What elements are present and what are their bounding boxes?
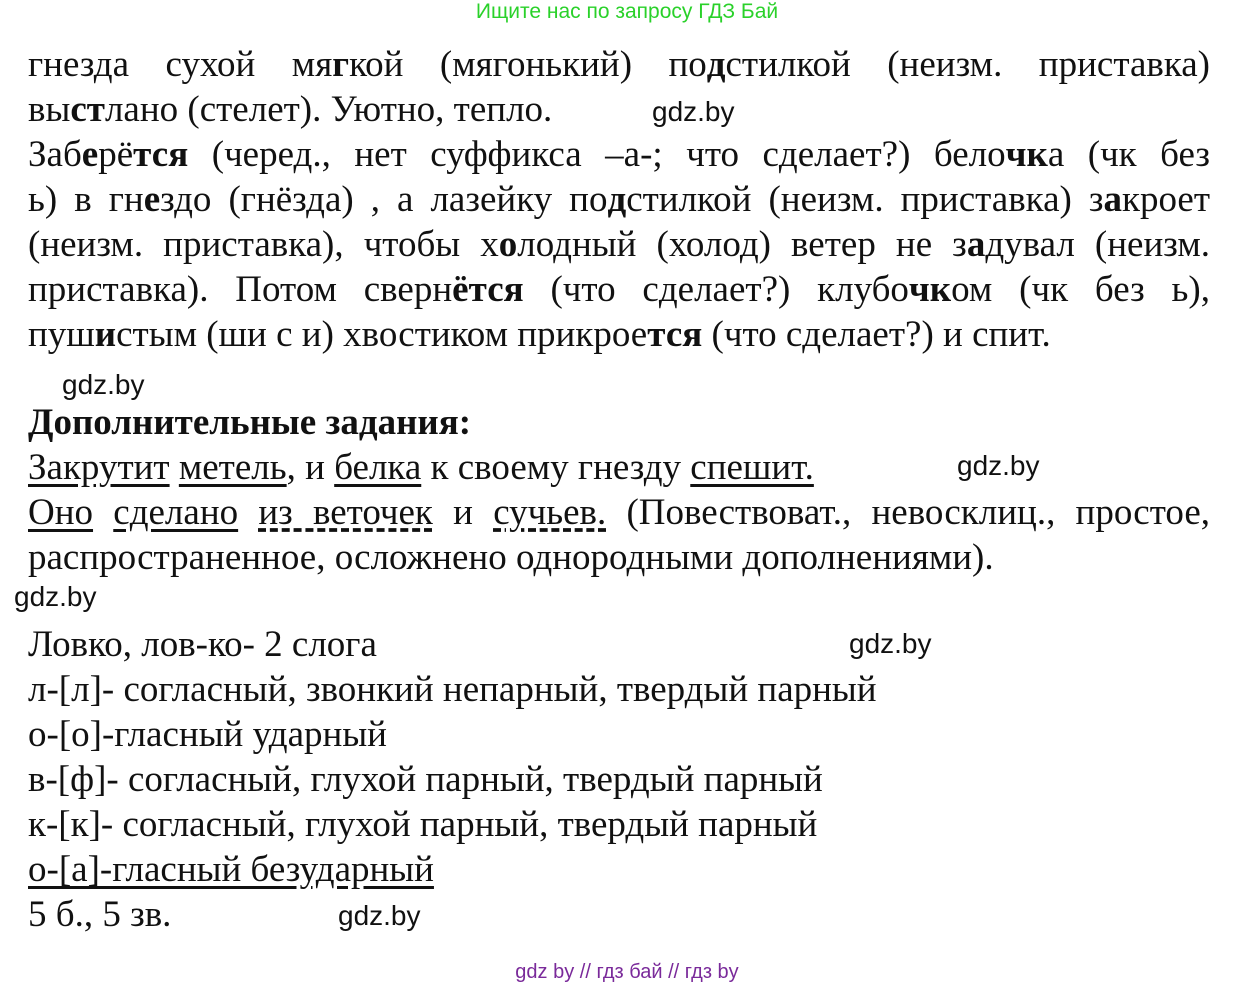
text-line: Заберётся (черед., нет суффикса –а-; что сделает?) белочка (чк без — [28, 134, 1210, 175]
watermark: gdz.by — [338, 900, 421, 931]
analysis-summary: 5 б., 5 зв. — [28, 894, 172, 935]
analysis-title: Ловко, лов-ко- 2 слога — [28, 624, 377, 665]
text-line: приставка). Потом свернётся (что сделает?) клубочком (чк без ь), — [28, 269, 1210, 310]
search-banner: Ищите нас по запросу ГДЗ Бай — [475, 0, 779, 23]
analysis-row: л-[л]- согласный, звонкий непарный, твердый парный — [28, 669, 877, 710]
watermark: gdz.by — [849, 628, 932, 659]
section-heading: Дополнительные задания: — [28, 402, 472, 443]
watermark: gdz.by — [652, 96, 735, 127]
analysis-row: о-[о]-гласный ударный — [28, 714, 387, 755]
sentence-1: Закрутит метель, и белка к своему гнезду спешит. — [28, 447, 814, 488]
analysis-row: о-[а]-гласный безударный — [28, 849, 434, 890]
analysis-row: в-[ф]- согласный, глухой парный, твердый парный — [28, 759, 823, 800]
watermark: gdz.by — [62, 369, 145, 400]
sentence-2: Оно сделано из веточек и сучьев. (Повествоват., невосклиц., простое, — [28, 492, 1210, 533]
text-line: пушистым (ши с и) хвостиком прикроется (что сделает?) и спит. — [28, 314, 1051, 355]
text-line: гнезда сухой мягкой (мягонький) подстилкой (неизм. приставка) — [28, 44, 1210, 85]
text-line: выстлано (стелет). Уютно, тепло. — [28, 89, 553, 130]
text-line: распространенное, осложнено однородными дополнениями). — [28, 537, 994, 578]
text-line: (неизм. приставка), чтобы холодный (холод) ветер не задувал (неизм. — [28, 224, 1211, 265]
analysis-row: к-[к]- согласный, глухой парный, твердый парный — [28, 804, 818, 845]
text-line: ь) в гнездо (гнёзда) , а лазейку подстилкой (неизм. приставка) закроет — [28, 179, 1210, 220]
footer-links: gdz by // гдз бай // гдз by — [515, 961, 739, 983]
watermark: gdz.by — [14, 581, 97, 612]
watermark: gdz.by — [957, 450, 1040, 481]
